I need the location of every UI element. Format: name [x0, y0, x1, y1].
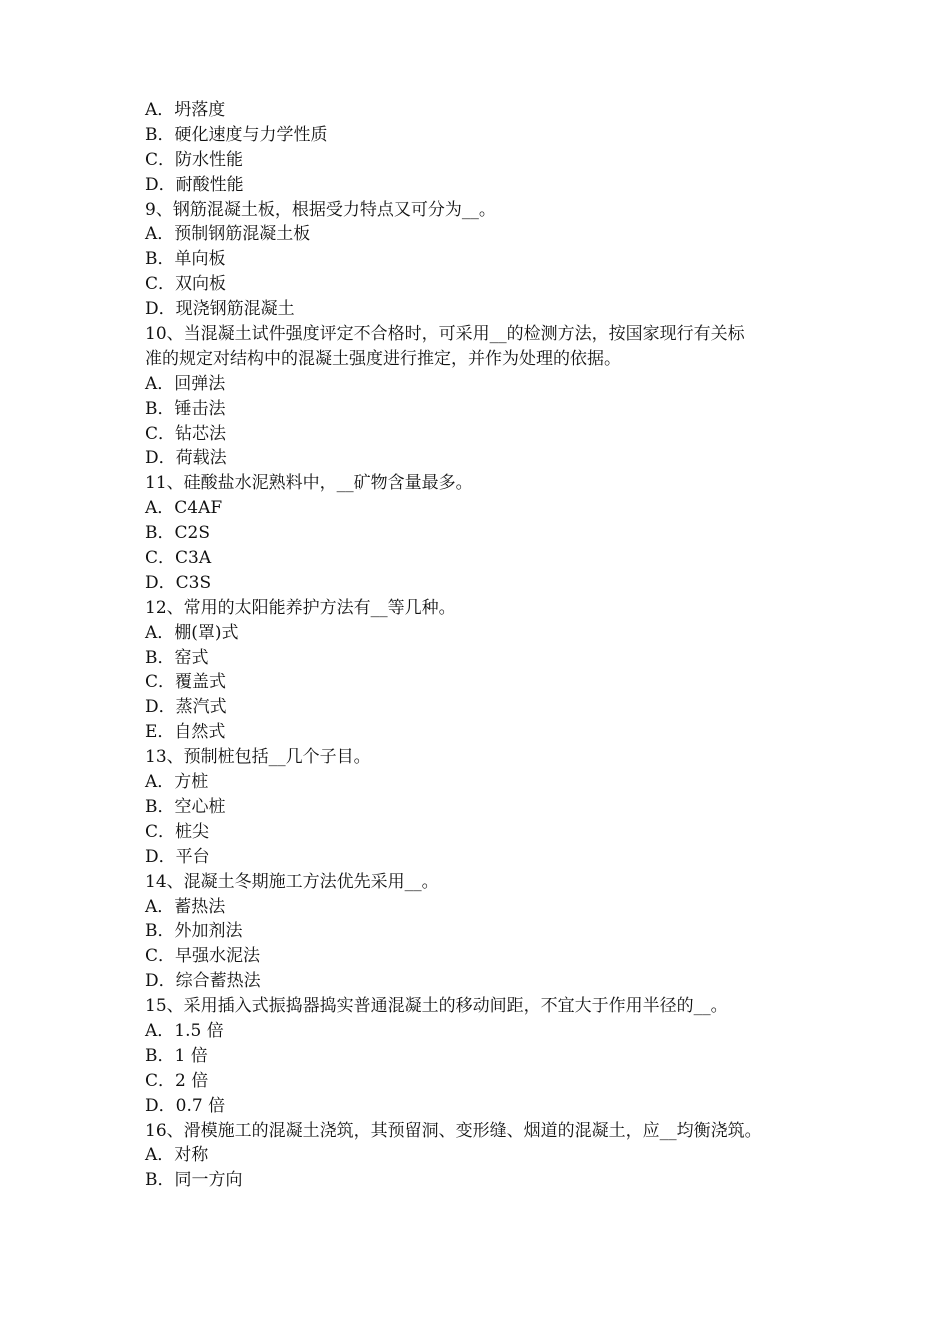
option-line: D．荷载法 — [145, 448, 227, 469]
option-line: C．C3A — [145, 548, 212, 569]
option-line: B．空心桩 — [145, 796, 226, 817]
option-line: D．综合蓄热法 — [145, 971, 261, 992]
option-line: D．0.7 倍 — [145, 1095, 226, 1116]
option-line: B．C2S — [145, 523, 210, 544]
option-line: D．蒸汽式 — [145, 697, 227, 718]
option-line: A．方桩 — [145, 772, 209, 793]
question-13: 13、预制桩包括__几个子目。 — [145, 747, 371, 768]
option-line: C．防水性能 — [145, 149, 244, 170]
option-line: D．C3S — [145, 572, 212, 593]
option-line: A．回弹法 — [145, 373, 226, 394]
question-11: 11、硅酸盐水泥熟料中，__矿物含量最多。 — [145, 473, 473, 494]
option-line: B．窑式 — [145, 647, 209, 668]
question-10-line-1: 10、当混凝土试件强度评定不合格时，可采用__的检测方法，按国家现行有关标 — [145, 324, 745, 345]
option-line: E．自然式 — [145, 722, 226, 743]
option-line: C．2 倍 — [145, 1070, 209, 1091]
question-12: 12、常用的太阳能养护方法有__等几种。 — [145, 597, 456, 618]
option-line: D．耐酸性能 — [145, 174, 244, 195]
question-16: 16、滑模施工的混凝土浇筑，其预留洞、变形缝、烟道的混凝土，应__均衡浇筑。 — [145, 1120, 762, 1141]
option-line: B．同一方向 — [145, 1170, 243, 1191]
question-15: 15、采用插入式振捣器捣实普通混凝土的移动间距，不宜大于作用半径的__。 — [145, 996, 728, 1017]
option-line: D．平台 — [145, 846, 210, 867]
option-line: C．桩尖 — [145, 821, 210, 842]
option-line: A．对称 — [145, 1145, 209, 1166]
option-line: B．锤击法 — [145, 398, 226, 419]
option-line: C．双向板 — [145, 274, 227, 295]
option-line: B．外加剂法 — [145, 921, 243, 942]
option-line: A．C4AF — [145, 498, 223, 519]
option-line: D．现浇钢筋混凝土 — [145, 299, 295, 320]
question-10-line-2: 准的规定对结构中的混凝土强度进行推定，并作为处理的依据。 — [145, 348, 621, 369]
option-line: A．蓄热法 — [145, 896, 226, 917]
option-line: B．1 倍 — [145, 1045, 208, 1066]
option-line: B．硬化速度与力学性质 — [145, 124, 328, 145]
option-line: B．单向板 — [145, 249, 226, 270]
question-9: 9、钢筋混凝土板，根据受力特点又可分为__。 — [145, 199, 496, 220]
option-line: A．棚(罩)式 — [145, 622, 239, 643]
option-line: C．钻芯法 — [145, 423, 227, 444]
option-line: A．1.5 倍 — [145, 1020, 224, 1041]
option-line: A．坍落度 — [145, 100, 226, 120]
option-line: C．覆盖式 — [145, 672, 227, 693]
question-14: 14、混凝土冬期施工方法优先采用__。 — [145, 871, 439, 892]
option-line: A．预制钢筋混凝土板 — [145, 224, 311, 245]
option-line: C．早强水泥法 — [145, 946, 261, 967]
question-text-block — [145, 98, 820, 1193]
